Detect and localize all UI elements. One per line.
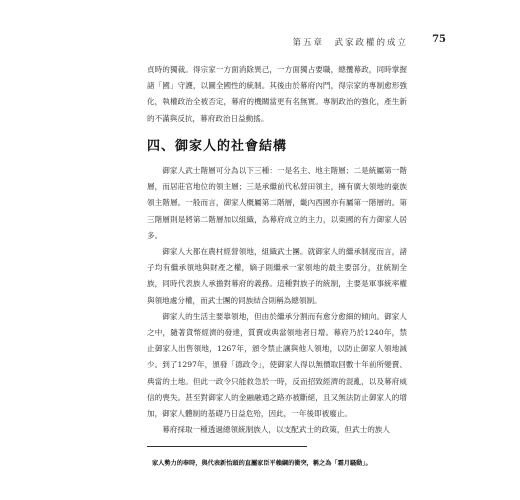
running-header: 第五章 武家政權的成立: [292, 38, 408, 48]
page-number: 75: [432, 34, 446, 45]
paragraph: 御家人武士階層可分為以下三種：一是名主、地主階層；二是統屬第一階層，而居莊官地位的領主層；三是承繼前代私營田領主，擁有廣大領地的豪族領主階層。一般而言，御家人概屬第二階層，畿內西國亦有屬第一階層的。第三階層則是將第二階層加以組織，為幕府成立的主力，以東國的有力御家人居多。: [147, 166, 407, 240]
footnote: 家人勢力的奉時，與代表新怡頭的直屬家臣平賴綱的衝突，稱之為「霜月騷動」。: [152, 460, 372, 467]
section-heading: 四、御家人的社會結構: [147, 138, 288, 154]
paragraph-continued: 貞時的獨裁。得宗家一方面消除異己，一方面獨占要職，總攬幕政，同時掌握諸「國」守護，以圖全國性的統制。其後由於幕府內鬥，得宗家的專制愈形強化，執權政治全被否定，幕府的機關當更有名無實。專制政治的強化，產生新的不滿與反抗，幕府政治日益動搖。: [147, 65, 407, 123]
footnote-divider: [147, 446, 307, 447]
paragraph: 幕府採取一種透過總領統制族人，以支配武士的政策，但武士的族人: [162, 425, 390, 435]
paragraph: 御家人的生活主要靠領地，但由於繼承分割而有愈分愈細的傾向。御家人之中，隨著貨幣經濟的發達，質賣或典當領地者日增。幕府乃於1240年，禁止御家人出售領地，1267年，頒令禁止讓與他人領地，以防止御家人領地減少。到了1297年，頒發「德政令」，使御家人得以無價取回數十年前所變賣、典當的土地。但此一政令只能救急於一時，反而招致經濟的混亂，以及幕府威信的喪失。甚至對御家人的金融融通之路亦被斷絕，且又無法防止御家人的增加，御家人體制的基礎乃日益危殆，因此，一年後即被廢止。: [147, 311, 407, 419]
paragraph: 御家人大都在農村經營領地，組織武士團。就御家人的繼承制度而言，諸子均有繼承領地與財產之權，嫡子則繼承一家領地的最主要部分，並統制全族，同時代表族人承擔對幕府的義務。這種對族子的統制，主要是軍事統率權與領地處分權，而武士團的同族結合則稱為總領制。: [147, 247, 407, 305]
page-body: [147, 62, 407, 438]
